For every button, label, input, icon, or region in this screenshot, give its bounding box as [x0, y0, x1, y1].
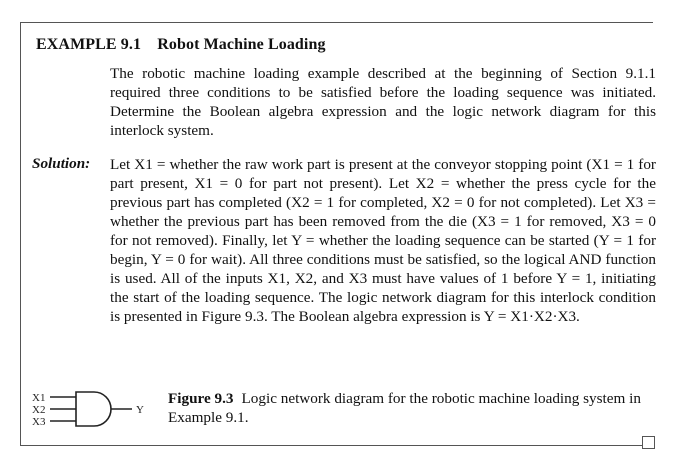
example-title: Robot Machine Loading — [157, 36, 326, 53]
input-label-x2: X2 — [32, 404, 46, 416]
input-label-x1: X1 — [32, 392, 46, 404]
example-number: EXAMPLE 9.1 — [36, 36, 142, 53]
figure-caption-text: Logic network diagram for the robotic machine loading system in Example 9.1. — [168, 390, 641, 426]
solution-label: Solution: — [32, 155, 91, 172]
example-heading — [36, 36, 326, 54]
end-of-example-marker — [642, 436, 655, 449]
and-gate-symbol — [76, 392, 111, 426]
and-gate-diagram — [26, 388, 156, 434]
figure-caption — [168, 389, 648, 427]
input-label-x3: X3 — [32, 416, 46, 428]
figure-label: Figure 9.3 — [168, 390, 234, 407]
solution-text: Let X1 = whether the raw work part is present at the conveyor stopping point (X1 = 1 for part present, X1 = 0 for part not present). Let X2 = whether the press cycle for the previous part has completed (X2 = 1 for completed, X2 = 0 for not completed). Let X3 = whether the previous part has been removed from the die (X3 = 1 for removed, X3 = 0 for not removed). Finally, let Y = whether the loading sequence can be started (Y = 1 for begin, Y = 0 for wait). All three conditions must be satisfied, so the logical AND function is used. All of the inputs X1, X2, and X3 must have values of 1 before Y = 1, initiating the start of the loading sequence. The logic network diagram for this interlock condition is presented in Figure 9.3. The Boolean algebra expression is Y = X1·X2·X3. — [110, 156, 656, 325]
output-label-y: Y — [136, 404, 144, 416]
example-problem-statement: The robotic machine loading example described at the beginning of Section 9.1.1 required three conditions to be satisfied before the loading sequence was initiated. Determine the Boolean algebra expression and the logic network diagram for this interlock system. — [110, 65, 656, 139]
